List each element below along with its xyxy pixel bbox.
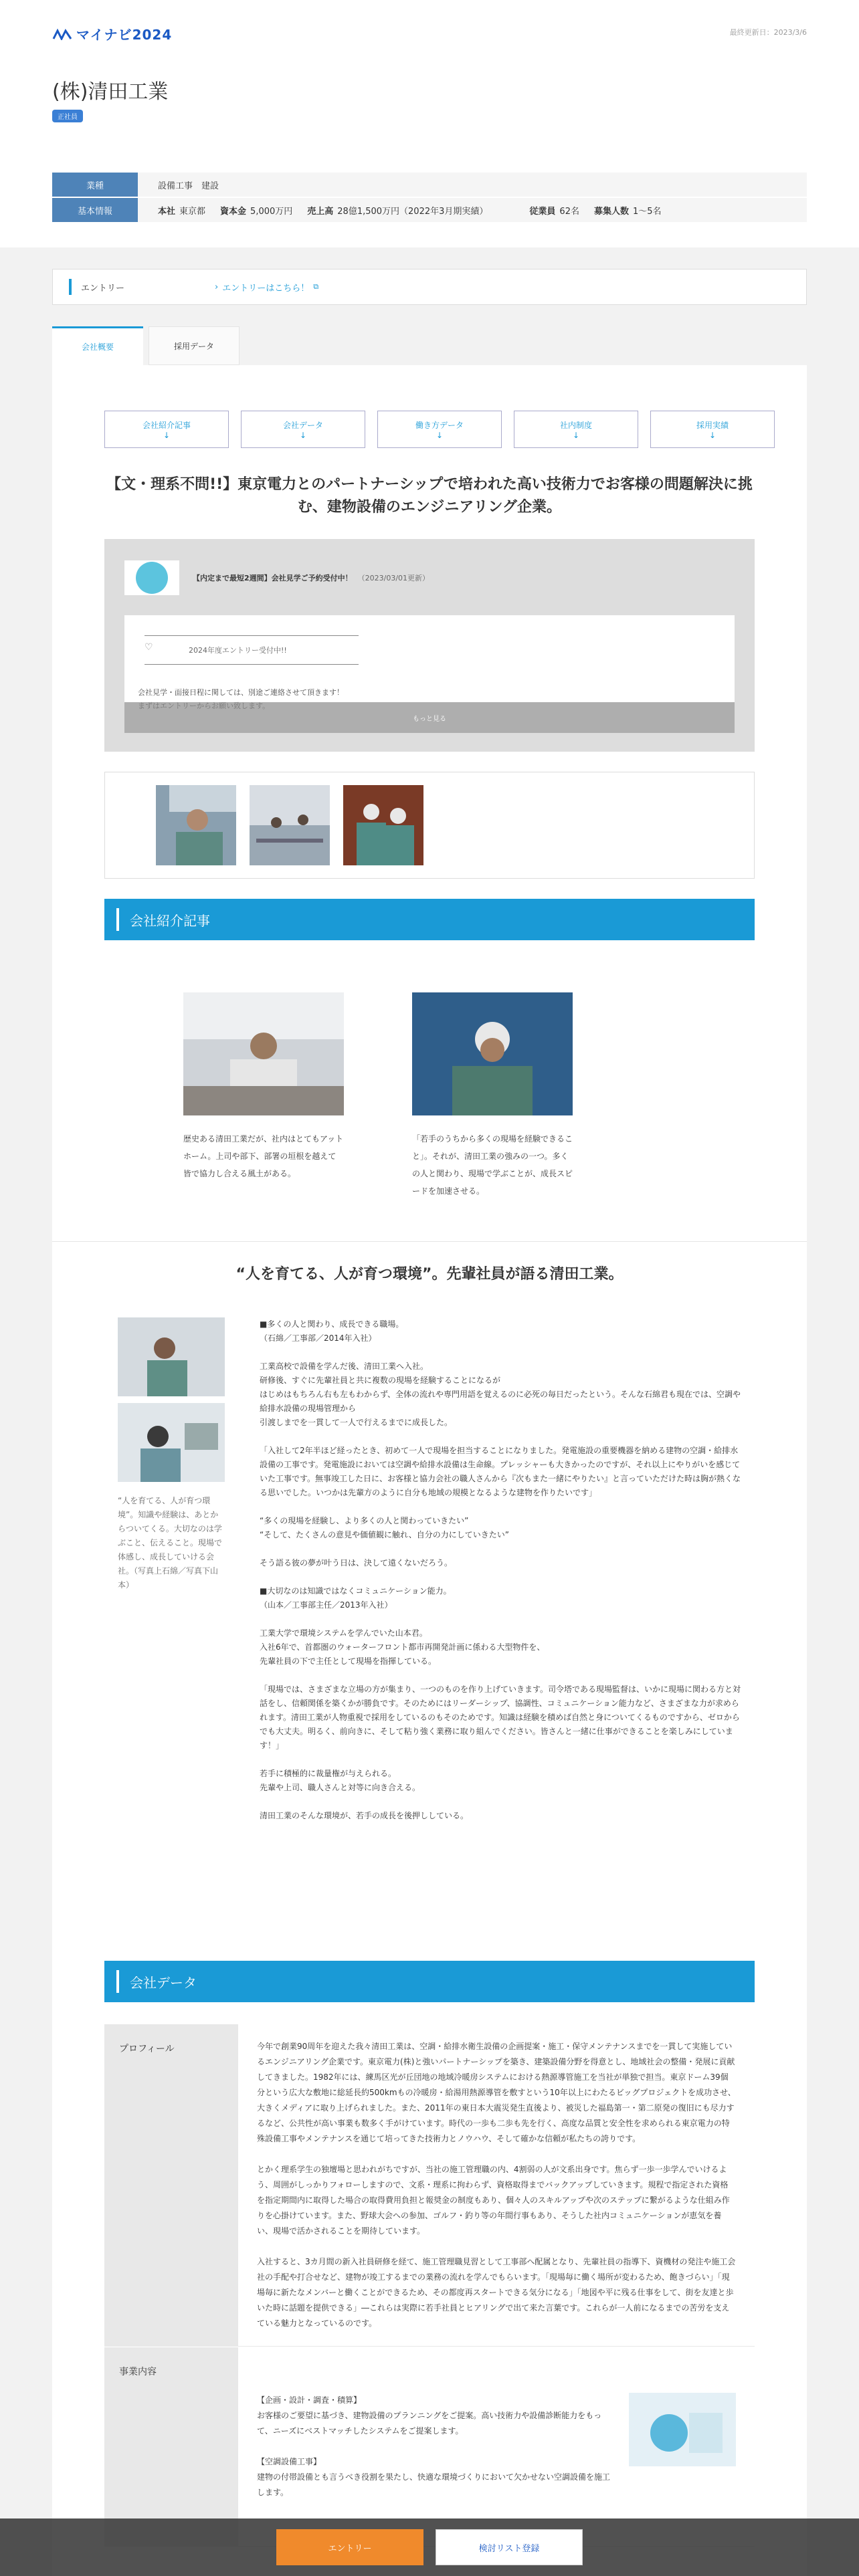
industry-value: 設備工事 建設 bbox=[158, 181, 219, 191]
company-name: (株)清田工業 bbox=[52, 80, 169, 104]
add-to-list-button[interactable]: 検討リスト登録 bbox=[436, 2529, 583, 2565]
info-value bbox=[138, 198, 807, 222]
arrow-down-icon: ↓ bbox=[299, 430, 307, 440]
logo-icon bbox=[52, 28, 72, 40]
page-tabs bbox=[52, 326, 240, 365]
photo-gallery bbox=[104, 772, 755, 879]
article-photo bbox=[412, 992, 573, 1115]
nav-work-data[interactable]: 働き方データ ↓ bbox=[377, 411, 502, 448]
info-value bbox=[138, 173, 807, 197]
article-photo bbox=[183, 992, 344, 1115]
section-heading-company-data: 会社データ bbox=[104, 1961, 755, 2002]
tab-company-overview[interactable]: 会社概要 bbox=[52, 326, 143, 365]
accent-bar bbox=[69, 279, 72, 295]
main-content bbox=[52, 365, 807, 2576]
nav-company-data[interactable]: 会社データ ↓ bbox=[241, 411, 365, 448]
entry-link[interactable]: エントリーはこちら！ bbox=[222, 283, 310, 294]
entry-box bbox=[52, 269, 807, 305]
company-logo bbox=[124, 560, 179, 595]
section-heading-articles: 会社紹介記事 bbox=[104, 899, 755, 940]
gallery-photo[interactable] bbox=[343, 785, 423, 865]
site-header bbox=[0, 0, 859, 64]
table-row bbox=[104, 2347, 755, 2547]
arrow-down-icon: ↓ bbox=[436, 430, 444, 440]
row-label: 事業内容 bbox=[104, 2347, 238, 2547]
nav-recruit-results[interactable]: 採用実績 ↓ bbox=[650, 411, 775, 448]
hq-item: 本社 東京都 bbox=[158, 206, 206, 217]
info-row-basic bbox=[52, 198, 807, 222]
event-subtitle: 2024年度エントリー受付中!! bbox=[189, 646, 287, 655]
story-heading: “人を育てる、人が育つ環境”。先輩社員が語る清田工業。 bbox=[235, 1266, 624, 1283]
row-label: プロフィール bbox=[104, 2024, 238, 2347]
note-line: 会社見学・面接日程に関しては、別途ご連絡させて頂きます！ bbox=[138, 688, 344, 697]
row-value bbox=[238, 2347, 755, 2547]
article-card bbox=[183, 992, 344, 1182]
entry-label: エントリー bbox=[81, 283, 125, 294]
info-row-industry bbox=[52, 173, 807, 197]
employment-badge: 正社員 bbox=[52, 110, 83, 122]
row-value: 今年で創業90周年を迎えた我々清田工業は、空調・給排水衛生設備の企画提案・施工・保守メンテナンスまでを一貫して実施しているエンジニアリング企業です。東京電力(株)と強いパートナーシップを築き、建築設備分野を得意とし、地域社会の整備・発展に貢献してきました。1982年には、練馬区光が丘団地の地域冷暖房システムにおける熱源導管施工を当社が単独で担当。東京ドーム39個分という広大な敷地に総延長約500kmもの冷暖房・給湯用熱源導管を敷すという10年以上にわたるビッグプロジェクトを成功させ、大きくメディアに取り上げられました。また、2011年の東日本大震災発生直後より、被災した福島第一・第二原発の復旧にも尽力するなど、公共性が高い事業も数多く手がけています。時代の一歩も二歩も先を行く、高度な品質と安全性を求められる東京電力の特殊設備工事やメンテナンスを通じて培ってきた技術力とノウハウ、そして確かな信頼が私たちの誇りです。 とかく理系学生の独壇場と思われがちですが、当社の施工管理職の内、4割弱の人が文系出身です。焦らず一歩一歩学んでいけるよう、周囲がしっかりフォローしますので、文系・理系に拘わらず、資格取得までバックアップしていきます。規程で指定された資格を指定期間内に取得した場合の取得費用負担と報奨金の制度もあり、個々人のスキルアップや次のステップに繋がるような仕組み作りを心掛けています。また、野球大会への参加、ゴルフ・釣り等の年間行事もあり、そうした社内コミュニケーションが恵気を養い、現場で活かされることを期待しています。 入社すると、3カ月間の新入社員研修を経て、施工管理職見習として工事部へ配属となり、先輩社員の指導下、資機材の発注や施工会社の手配や打合せなど、建物が竣工するまでの業務の流れを学んでもらいます。「現場毎に働く場所が変わるため、飽きづらい」「現場毎に新たなメンバーと働くことができるため、その都度再スタートできる気分になる」「地図や平に残る仕事をして、街を友達と歩いた時に話題を提供できる」―これらは実際に若手社員とヒアリングで出て来た言葉です。これらが一人前になるまでの苦労を支えている魅力となっているのです。 bbox=[238, 2024, 755, 2347]
business-photo bbox=[629, 2393, 736, 2466]
divider bbox=[52, 1241, 807, 1242]
capital-item: 資本金 5,000万円 bbox=[220, 206, 293, 217]
show-more-button[interactable]: もっと見る bbox=[124, 702, 735, 733]
arrow-down-icon: ↓ bbox=[572, 430, 580, 440]
nav-internal-system[interactable]: 社内制度 ↓ bbox=[514, 411, 638, 448]
article-card bbox=[412, 992, 573, 1200]
entry-button[interactable]: エントリー bbox=[276, 2529, 423, 2565]
logo-text: マイナビ2024 bbox=[76, 27, 173, 43]
business-text: 【企画・設計・調査・積算】 お客様のご要望に基づき、建物設備のプランニングをご提案。高い技術力や設備診断能力をもって、ニーズにベストマッチしたシステムをご提案します。 【空調設備工事】 建物の付帯設備とも言うべき役割を果たし、快適な環境づくりにおいて欠かせない空調設備を施工します。 bbox=[257, 2395, 611, 2497]
heart-icon: ♡ bbox=[145, 642, 153, 653]
sales-item: 売上高 28億1,500万円（2022年3月期実績） bbox=[307, 206, 488, 217]
gallery-photo[interactable] bbox=[156, 785, 236, 865]
event-title: 【内定まで最短2週間】会社見学ご予約受付中！ bbox=[193, 574, 353, 582]
company-info-table bbox=[52, 173, 807, 223]
arrow-down-icon: ↓ bbox=[163, 430, 171, 440]
gallery-photo[interactable] bbox=[250, 785, 330, 865]
company-data-table bbox=[104, 2024, 755, 2547]
catch-copy: 【文・理系不問!!】東京電力とのパートナーシップで培われた高い技術力でお客様の問題解決に挑む、建物設備のエンジニアリング企業。 bbox=[106, 476, 753, 516]
info-label: 業種 bbox=[52, 173, 138, 197]
story-text: ■多くの人と関わり、成長できる職場。 （石綿／工事部／2014年入社） 工業高校で設備を学んだ後、清田工業へ入社。 研修後、すぐに先輩社員と共に複数の現場を経験することになるが はじめはもちろん右も左もわからず、全体の流れや専門用語を覚えるのに必死の毎日だったという。そんな石綿君も現在では、空調や給排水設備の現場管理から 引渡しまでを一貫して一人で行えるまでに成長した。 「入社して2年半ほど経ったとき、初めて一人で現場を担当することになりました。発電施設の重要機器を納める建物の空調・給排水設備の工事です。発電施設においては空調や給排水設備は生命線。プレッシャーも大きかったのですが、それ以上にやりがいを感じていた工事です。無事竣工した日に、お客様と協力会社の職人さんから『次もまた一緒にやりたい』と言っていただけた時は胸が熱くなる思いでした。いつかは先輩方のように自分も地域の規模となるような建物を作りたいです」 “多くの現場を経験し、より多くの人と関わっていきたい” “そして、たくさんの意見や価値観に触れ、自分の力にしていきたい” そう語る彼の夢が叶う日は、決して遠くないだろう。 ■大切なのは知識ではなくコミュニケーション能力。 （山本／工事部主任／2013年入社） 工業大学で環境システムを学んでいた山本君。 入社6年で、首都圏のウォーターフロント都市再開発計画に係わる大型物件を、 先輩社員の下で主任として現場を指揮している。 「現場では、さまざまな立場の方が集まり、一つのものを作り上げていきます。司令塔である現場監督は、いかに現場に関わる方と対話をし、信頼関係を築くかが勝負です。そのためにはリーダーシップ、協調性、コミュニケーション能力など、さまざまな力が求められます。清田工業が人物重視で採用をしているのもそのためです。知識は経験を積めば自然と身についてくるものですから、ゼロからでも大丈夫。明るく、前向きに、そして粘り強く業務に取り組んでください。皆さんと一緒に仕事ができることを楽しみにしています！」 若手に積極的に裁量権が与えられる。 先輩や上司、職人さんと対等に向き合える。 清田工業のそんな環境が、若手の成長を後押ししている。 bbox=[260, 1319, 741, 1820]
sticky-action-bar bbox=[0, 2518, 859, 2576]
last-updated: 最終更新日：2023/3/6 bbox=[729, 28, 807, 37]
event-body bbox=[124, 615, 735, 733]
mynavi-logo[interactable] bbox=[52, 24, 172, 43]
staff-photo bbox=[118, 1317, 225, 1396]
event-date: （2023/03/01更新） bbox=[357, 574, 430, 582]
event-info-box bbox=[104, 539, 755, 752]
recruit-count-item: 募集人数 1〜5名 bbox=[593, 206, 662, 217]
employees-item: 従業員 62名 bbox=[529, 206, 579, 217]
info-label: 基本情報 bbox=[52, 198, 138, 222]
story-photos bbox=[118, 1317, 225, 1592]
article-caption: 歴史ある清田工業だが、社内はとてもアットホーム。上司や部下、部署の垣根を越えて皆で協力し合える風土がある。 bbox=[183, 1134, 344, 1178]
staff-photo bbox=[118, 1403, 225, 1482]
event-header bbox=[124, 559, 735, 597]
photo-caption: “人を育てる、人が育つ環境”。知識や経験は、あとからついてくる。大切なのは学ぶこと、伝えること。現場で体感し、成長していける会社。（写真上石綿／写真下山本） bbox=[118, 1496, 223, 1590]
anchor-nav bbox=[104, 411, 775, 448]
table-row bbox=[104, 2024, 755, 2347]
tab-recruit-data[interactable]: 採用データ bbox=[149, 326, 240, 365]
external-link-icon: ⧉ bbox=[313, 282, 319, 291]
nav-company-articles[interactable]: 会社紹介記事 ↓ bbox=[104, 411, 229, 448]
article-caption: 「若手のうちから多くの現場を経験できること」。それが、清田工業の強みの一つ。多くの人と関わり、現場で学ぶことが、成長スピードを加速させる。 bbox=[412, 1134, 573, 1196]
chevron-right-icon: › bbox=[215, 282, 219, 292]
arrow-down-icon: ↓ bbox=[708, 430, 717, 440]
